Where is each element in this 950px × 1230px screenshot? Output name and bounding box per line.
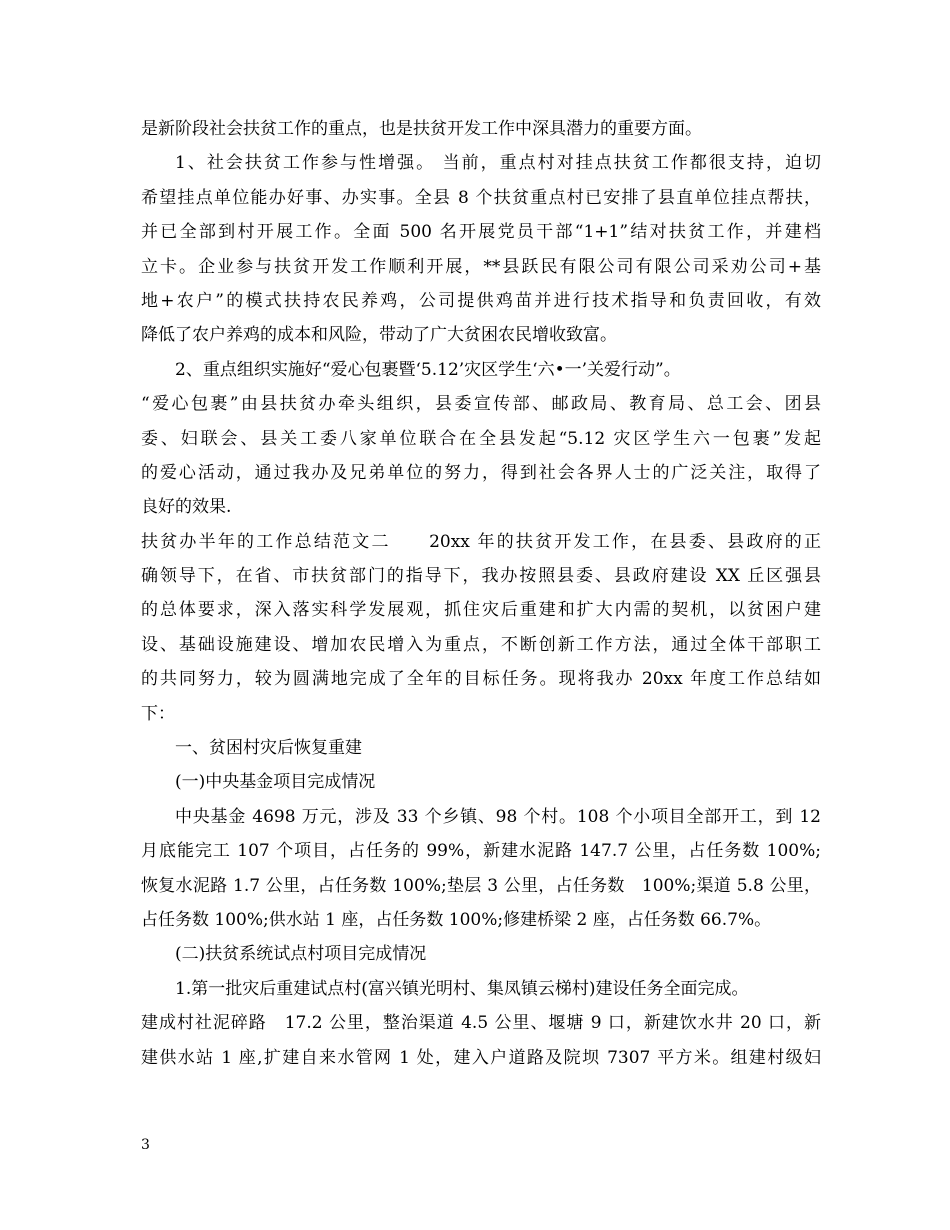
text-line: 占任务数 100%;供水站 1 座，占任务数 100%;修建桥梁 2 座，占任务数 66.7%。 <box>141 909 772 930</box>
text-line: 建成村社泥碎路 17.2 公里，整治渠道 4.5 公里、堰塘 9 口，新建饮水井 20 口，新 <box>141 1013 821 1034</box>
text-line: 降低了农户养鸡的成本和风险，带动了广大贫困农民增收致富。 <box>141 325 617 346</box>
text-line: 1、社会扶贫工作参与性增强。 当前，重点村对挂点扶贫工作都很支持，迫切 <box>175 153 821 174</box>
text-line: 地+农户”的模式扶持农民养鸡，公司提供鸡苗并进行技术指导和负责回收，有效 <box>141 290 821 311</box>
text-line: 的爱心活动，通过我办及兄弟单位的努力，得到社会各界人士的广泛关注，取得了 <box>141 462 821 483</box>
text-line: 是新阶段社会扶贫工作的重点，也是扶贫开发工作中深具潜力的重要方面。 <box>141 119 702 139</box>
text-line: (二)扶贫系统试点村项目完成情况 <box>175 944 427 965</box>
text-line: 设、基础设施建设、增加农民增入为重点，不断创新工作方法，通过全体干部职工 <box>141 634 821 655</box>
text-line: 月底能完工 107 个项目，占任务的 99%，新建水泥路 147.7 公里，占任务数 100%; <box>141 841 821 862</box>
text-line: 立卡。企业参与扶贫开发工作顺利开展，**县跃民有限公司有限公司采劝公司+基 <box>141 256 821 277</box>
text-line: “爱心包裹”由县扶贫办牵头组织，县委宣传部、邮政局、教育局、总工会、团县 <box>141 394 821 415</box>
text-line: 的共同努力，较为圆满地完成了全年的目标任务。现将我办 20xx 年度工作总结如 <box>141 669 821 690</box>
page-number: 3 <box>141 1137 150 1153</box>
text-line: 并已全部到村开展工作。全面 500 名开展党员干部“1+1”结对扶贫工作，并建档 <box>141 222 821 243</box>
text-line: 扶贫办半年的工作总结范文二 20xx 年的扶贫开发工作，在县委、县政府的正 <box>141 531 821 552</box>
text-line: 1.第一批灾后重建试点村(富兴镇光明村、集凤镇云梯村)建设任务全面完成。 <box>175 978 749 999</box>
text-line: 确领导下，在省、市扶贫部门的指导下，我办按照县委、县政府建设 XX 丘区强县 <box>141 566 821 587</box>
text-line: (一)中央基金项目完成情况 <box>175 772 376 793</box>
text-line: 下： <box>141 703 175 724</box>
text-line: 良好的效果. <box>141 497 232 518</box>
text-line: 2、重点组织实施好“爱心包裹暨‘5.12’灾区学生‘六•一’关爱行动”。 <box>175 359 681 380</box>
text-line: 建供水站 1 座,扩建自来水管网 1 处，建入户道路及院坝 7307 平方米。组建村级妇 <box>141 1047 821 1068</box>
text-line: 委、妇联会、县关工委八家单位联合在全县发起“5.12 灾区学生六一包裹”发起 <box>141 428 821 449</box>
text-line: 的总体要求，深入落实科学发展观，抓住灾后重建和扩大内需的契机，以贫困户建 <box>141 600 821 621</box>
text-line: 希望挂点单位能办好事、办实事。全县 8 个扶贫重点村已安排了县直单位挂点帮扶， <box>141 187 821 208</box>
text-line: 中央基金 4698 万元，涉及 33 个乡镇、98 个村。108 个小项目全部开工，到 12 <box>175 806 821 827</box>
text-line: 恢复水泥路 1.7 公里，占任务数 100%;垫层 3 公里，占任务数 100%;渠道 5.8 公里， <box>141 875 821 896</box>
document-body <box>141 112 821 1075</box>
text-line: 一、贫困村灾后恢复重建 <box>175 738 362 759</box>
